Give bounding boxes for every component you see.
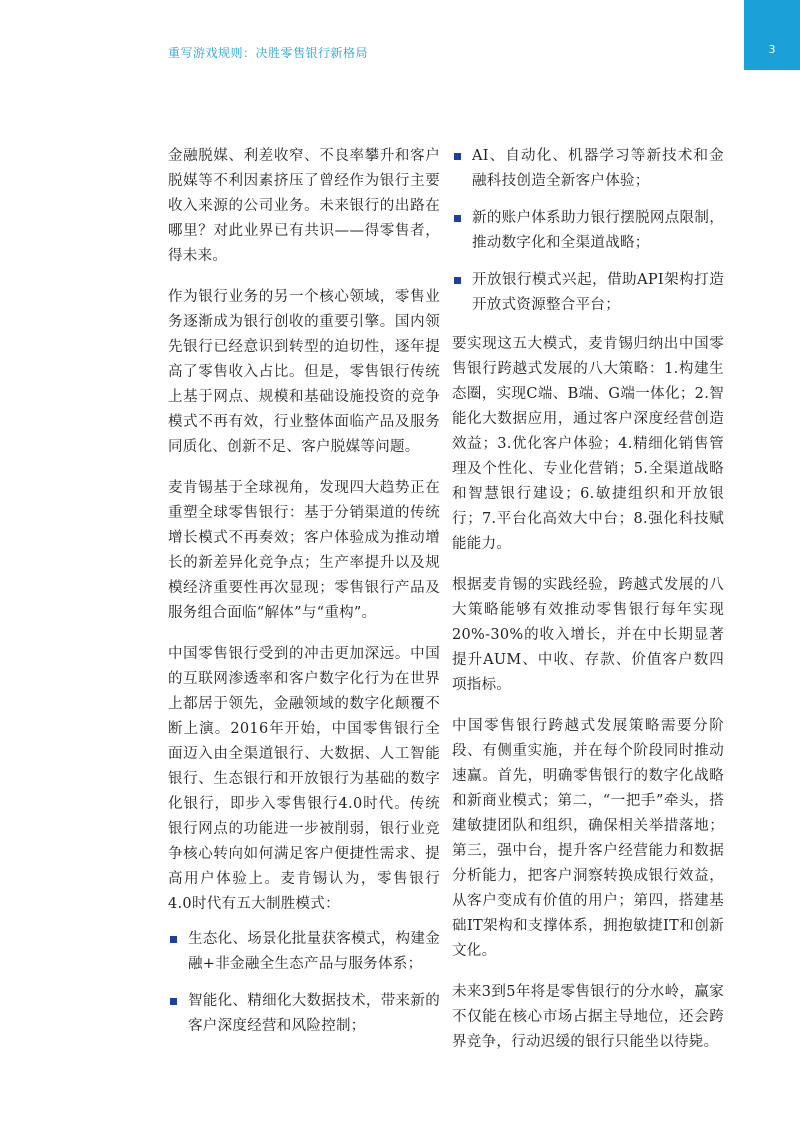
body-paragraph: 麦肯锡基于全球视角，发现四大趋势正在重塑全球零售银行：基于分销渠道的传统增长模式不再奏效；客户体验成为推动增长的新差异化竞争点；生产率提升以及规模经济重要性再次显现；零售银行产品及服务组合面临“解体”与“重构”。: [168, 480, 440, 621]
body-paragraph: 未来3到5年将是零售银行的分水岭，赢家不仅能在核心市场占据主导地位，还会跨界竞争，行动迟缓的银行只能坐以待毙。: [452, 984, 724, 1050]
list-item: [452, 206, 724, 256]
body-paragraph: 中国零售银行受到的冲击更加深远。中国的互联网渗透率和客户数字化行为在世界上都居于领先，金融领域的数字化颠覆不断上演。2016年开始，中国零售银行全面迈入由全渠道银行、大数据、人工智能银行、生态银行和开放银行为基础的数字化银行，即步入零售银行4.0时代。传统银行网点的功能进一步被削弱，银行业竞争核心转向如何满足客户便捷性需求、提高用户体验上。麦肯锡认为，零售银行4.0时代有五大制胜模式：: [168, 646, 440, 912]
right-column: [452, 144, 724, 1071]
list-item: [452, 268, 724, 318]
body-paragraph: 金融脱媒、利差收窄、不良率攀升和客户脱媒等不利因素挤压了曾经作为银行主要收入来源的公司业务。未来银行的出路在哪里？对此业界已有共识——得零售者，得未来。: [168, 148, 440, 264]
square-bullet-icon: [454, 277, 461, 284]
square-bullet-icon: [170, 936, 177, 943]
page-number-tab: [744, 0, 800, 70]
left-column: [168, 144, 440, 1053]
square-bullet-icon: [454, 215, 461, 222]
body-paragraph: 根据麦肯锡的实践经验，跨越式发展的八大策略能够有效推动零售银行每年实现20%-30%的收入增长，并在中长期显著提升AUM、中收、存款、价值客户数四项指标。: [452, 577, 724, 693]
list-item-text: 生态化、场景化批量获客模式，构建金融+非金融全生态产品与服务体系；: [188, 931, 440, 972]
running-header-title: 重写游戏规则：决胜零售银行新格局: [168, 46, 369, 60]
list-item: [452, 144, 724, 194]
list-item-text: AI、自动化、机器学习等新技术和金融科技创造全新客户体验；: [472, 148, 724, 189]
body-paragraph: 中国零售银行跨越式发展策略需要分阶段、有侧重实施，并在每个阶段同时推动速赢。首先，明确零售银行的数字化战略和新商业模式；第二，“一把手”牵头，搭建敏捷团队和组织，确保相关举措落地；第三，强中台，提升客户经营能力和数据分析能力，把客户洞察转换成银行效益，从客户变成有价值的用户；第四，搭建基础IT架构和支撑体系，拥抱敏捷IT和创新文化。: [452, 718, 724, 959]
square-bullet-icon: [454, 153, 461, 160]
list-item-text: 智能化、精细化大数据技术，带来新的客户深度经营和风险控制；: [188, 993, 440, 1034]
list-item: [168, 927, 440, 977]
page-number: 3: [768, 43, 776, 56]
square-bullet-icon: [170, 998, 177, 1005]
body-paragraph: 要实现这五大模式，麦肯锡归纳出中国零售银行跨越式发展的八大策略：1.构建生态圈，实现C端、B端、G端一体化；2.智能化大数据应用，通过客户深度经营创造效益；3.优化客户体验；4.精细化销售管理及个性化、专业化营销；5.全渠道战略和智慧银行建设；6.敏捷组织和开放银行；7.平台化高效大中台；8.强化科技赋能能力。: [452, 336, 724, 552]
list-item: [168, 989, 440, 1039]
bullet-list: [452, 144, 724, 318]
body-paragraph: 作为银行业务的另一个核心领域，零售业务逐渐成为银行创收的重要引擎。国内领先银行已经意识到转型的迫切性，逐年提高了零售收入占比。但是，零售银行传统上基于网点、规模和基础设施投资的竞争模式不再有效，行业整体面临产品及服务同质化、创新不足、客户脱媒等问题。: [168, 289, 440, 455]
bullet-list: [168, 927, 440, 1039]
list-item-text: 开放银行模式兴起，借助API架构打造开放式资源整合平台；: [472, 272, 724, 313]
list-item-text: 新的账户体系助力银行摆脱网点限制，推动数字化和全渠道战略；: [472, 210, 724, 251]
